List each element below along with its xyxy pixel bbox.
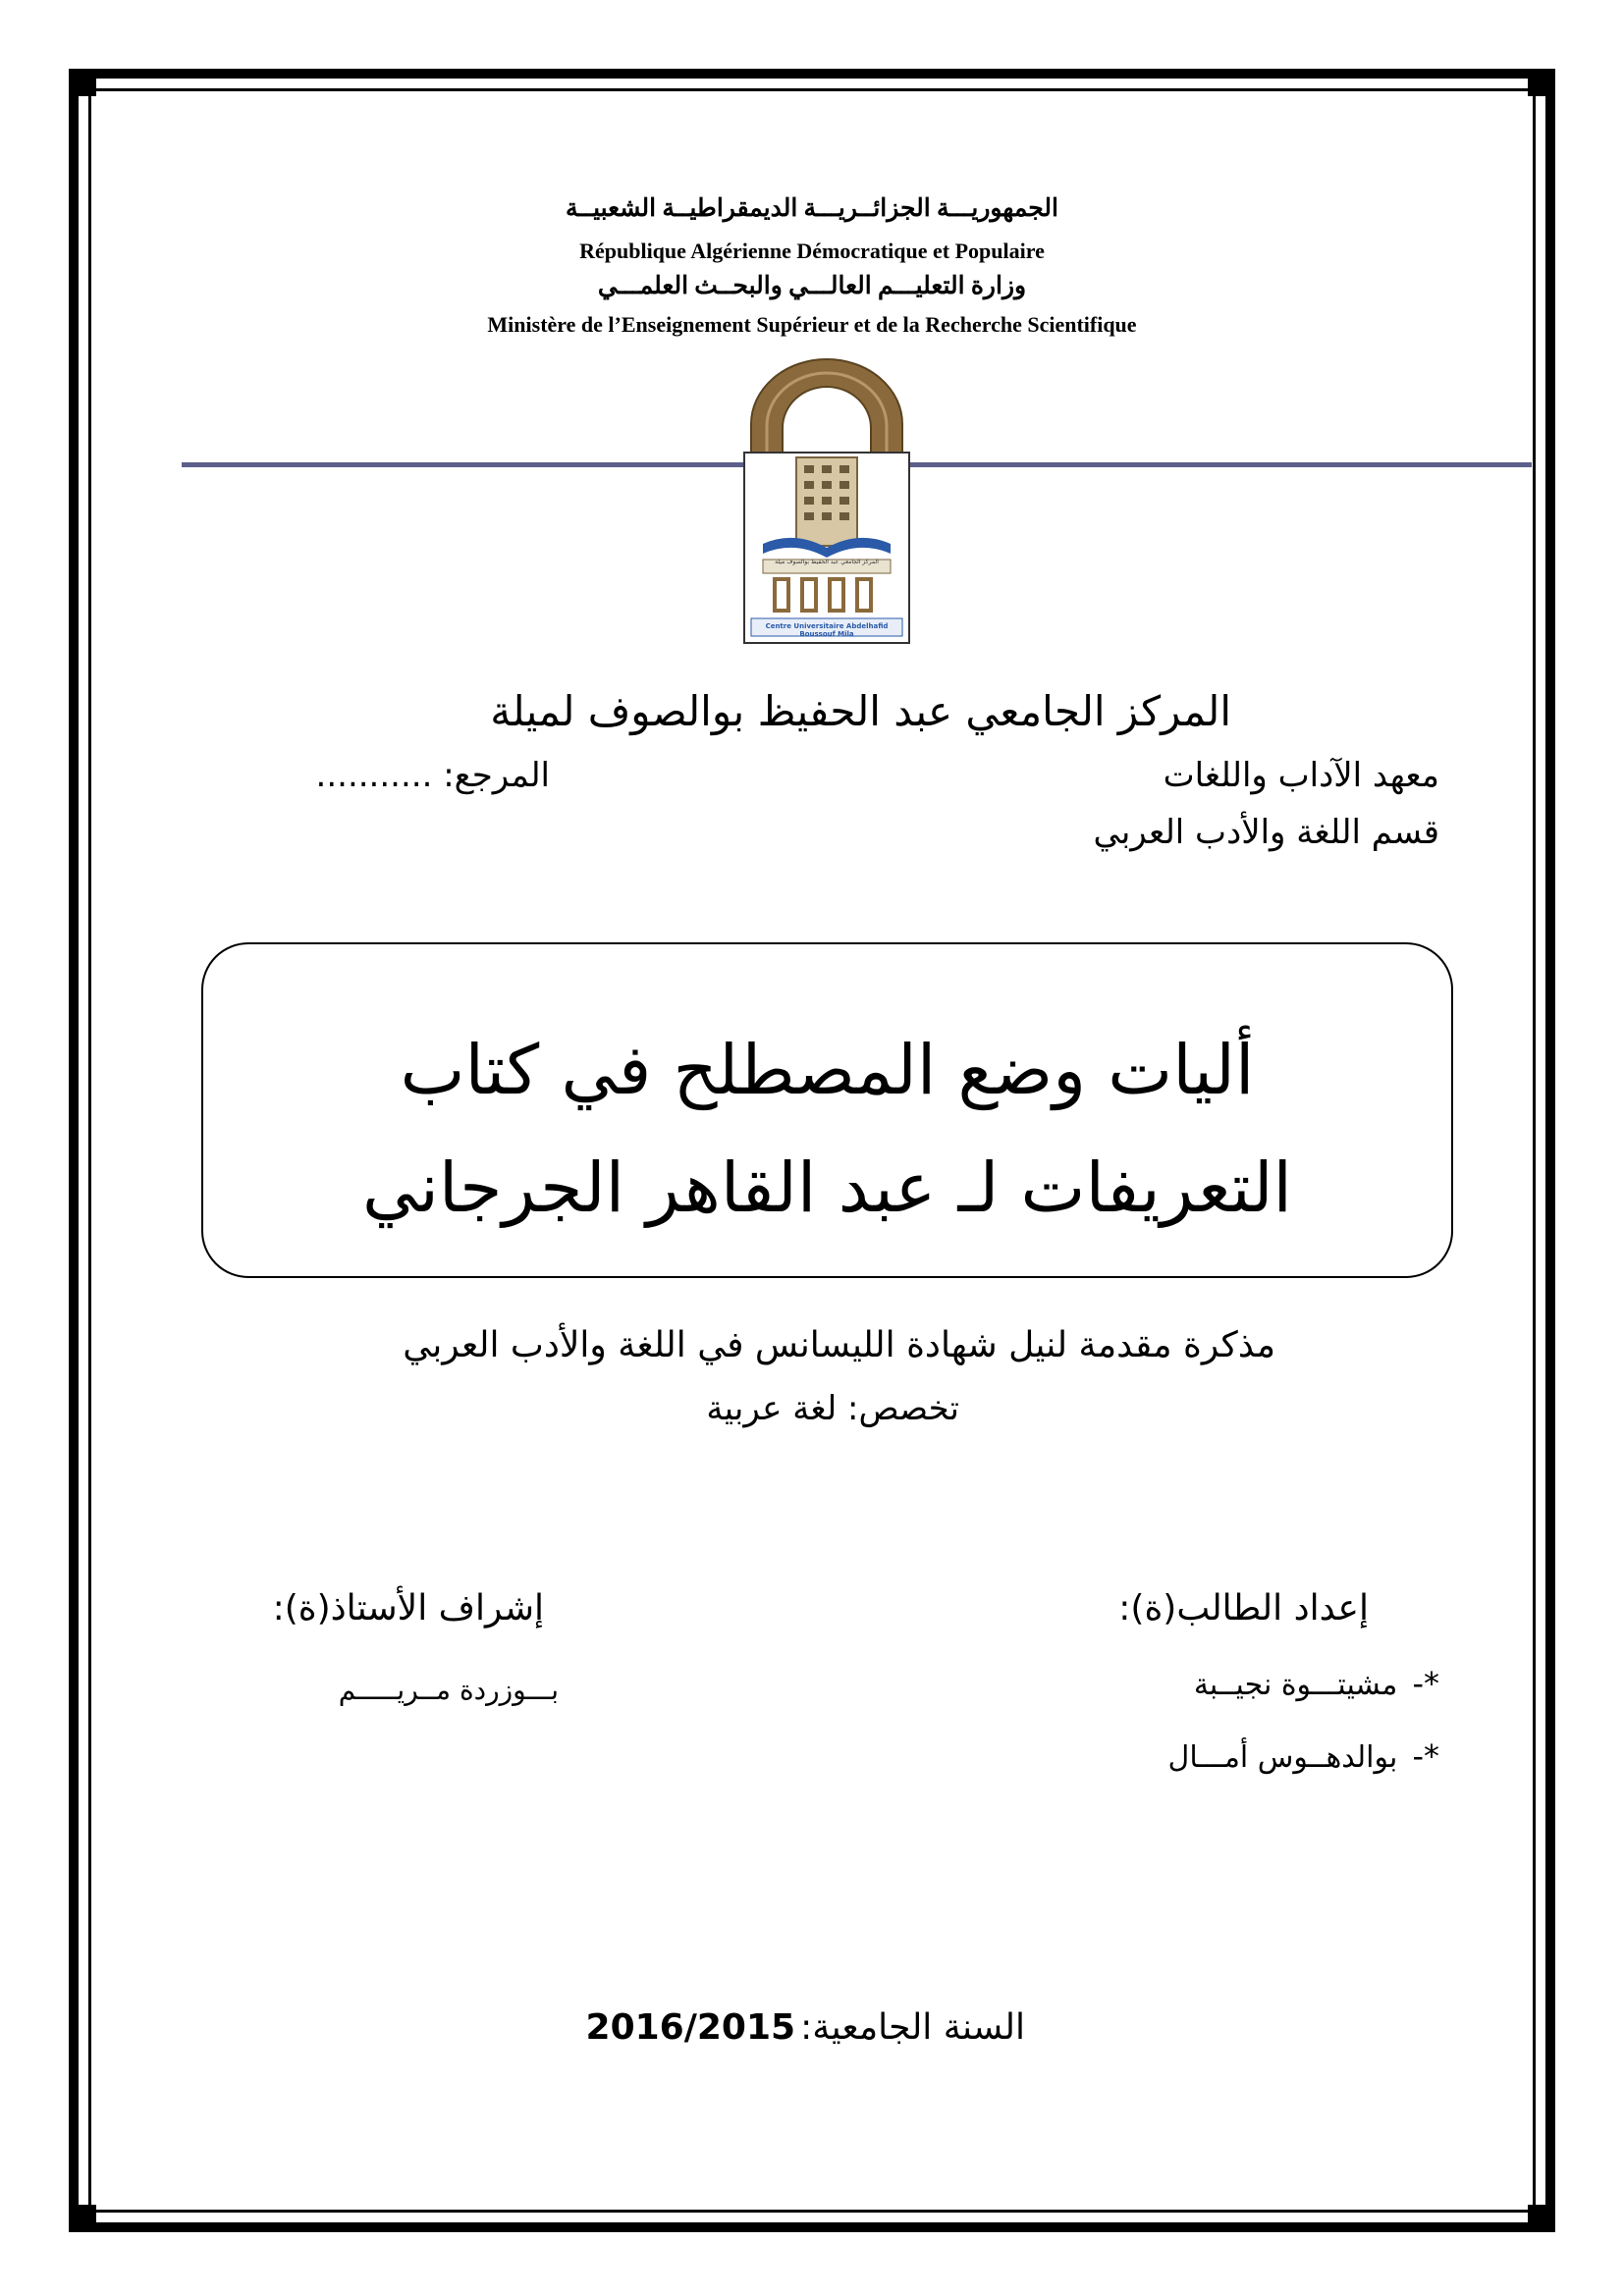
institute-name: معهد الآداب واللغات: [1163, 756, 1439, 795]
academic-year-value: 2016/2015: [585, 2007, 796, 2048]
ministry-arabic: وزارة التعليـــم العالـــي والبحــث العلمـــي: [597, 273, 1027, 299]
academic-year: [586, 2007, 1025, 2048]
thesis-title-line1: أليات وضع المصطلح في كتاب: [400, 1030, 1255, 1110]
republic-arabic: الجمهوريـــة الجزائــريـــة الديمقراطيــة الشعبيــة: [566, 195, 1058, 222]
border-corner: [1528, 2205, 1555, 2232]
border-corner: [69, 69, 96, 96]
thesis-title-line2: التعريفات لـ عبد القاهر الجرجاني: [362, 1148, 1292, 1228]
logo-caption: Centre Universitaire Abdelhafid Boussouf Mila: [765, 622, 889, 638]
student-bullet: *-: [1412, 1665, 1439, 1702]
thesis-purpose: مذكرة مقدمة لنيل شهادة الليسانس في اللغة والأدب العربي: [403, 1325, 1275, 1365]
department-name: قسم اللغة والأدب العربي: [1093, 813, 1439, 852]
building-icon: [745, 454, 908, 642]
supervisor-label: إشراف الأستاذ(ة):: [272, 1588, 544, 1629]
student-item: [1168, 1737, 1439, 1775]
ministry-french: Ministère de l’Enseignement Supérieur et de la Recherche Scientifique: [487, 312, 1137, 337]
republic-french: République Algérienne Démocratique et Populaire: [579, 239, 1045, 263]
student-name: مشيتـــوة نجيــبة: [1193, 1668, 1398, 1702]
supervisor-name: بـــوزردة مــريـــــم: [338, 1674, 559, 1706]
academic-year-label: السنة الجامعية:: [800, 2007, 1025, 2048]
university-logo: [743, 452, 910, 644]
reference-field: المرجع: ...........: [315, 756, 550, 795]
institution-name: المركز الجامعي عبد الحفيظ بوالصوف لميلة: [490, 687, 1231, 735]
border-corner: [1528, 69, 1555, 96]
thesis-specialty: تخصص: لغة عربية: [706, 1389, 959, 1428]
student-name: بوالدهــوس أمـــال: [1167, 1740, 1398, 1775]
logo-band-text: المركز الجامعي عبد الحفيظ بوالصوف ميلة: [775, 559, 879, 565]
student-item: [1194, 1665, 1439, 1702]
student-bullet: *-: [1412, 1737, 1439, 1775]
border-corner: [69, 2205, 96, 2232]
students-label: إعداد الطالب(ة):: [1118, 1588, 1369, 1629]
